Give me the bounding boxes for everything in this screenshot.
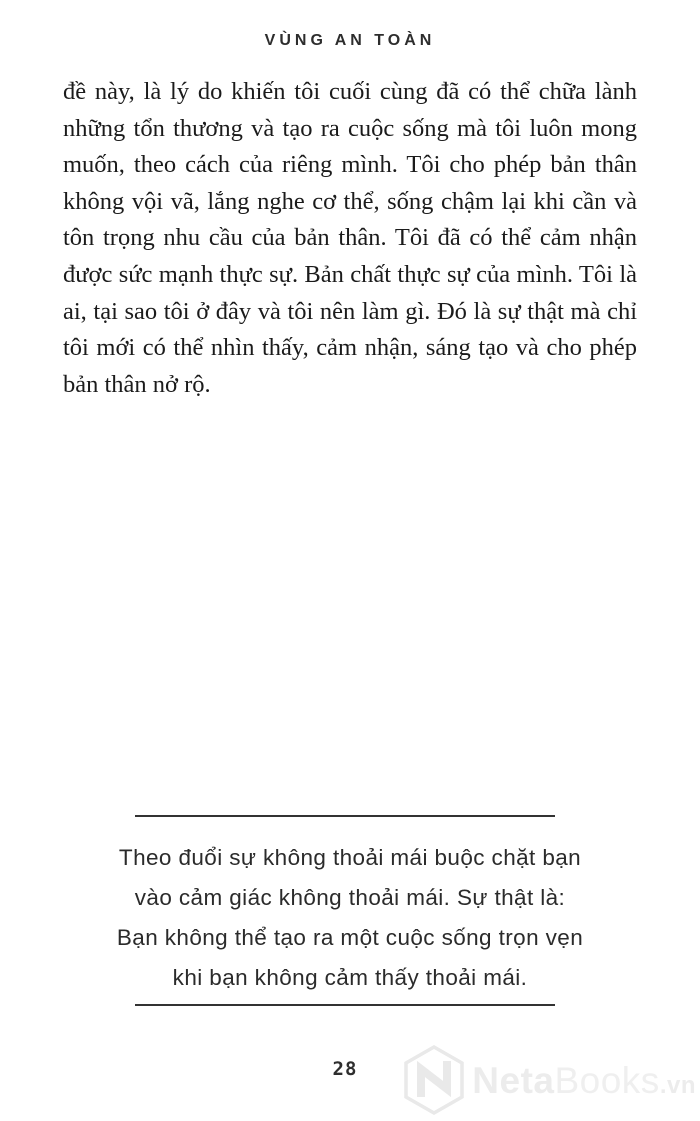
pullquote-line: vào cảm giác không thoải mái. Sự thật là:	[134, 885, 566, 910]
watermark-brand	[472, 1059, 696, 1101]
pullquote-line: khi bạn không cảm thấy thoải mái.	[172, 965, 528, 990]
watermark-neta: Neta	[472, 1059, 555, 1101]
pullquote-line: Theo đuổi sự không thoải mái buộc chặt bạn	[118, 845, 582, 870]
watermark-books: Books	[554, 1059, 660, 1101]
pullquote	[50, 838, 650, 998]
body-paragraph: đề này, là lý do khiến tôi cuối cùng đã có thể chữa lành những tổn thương và tạo ra cuộc sống mà tôi luôn mong muốn, theo cách của riêng mình. Tôi cho phép bản thân không vội vã, lắng nghe cơ thể, sống chậm lại khi cần và tôn trọng nhu cầu của bản thân. Tôi đã có thể cảm nhận được sức mạnh thực sự. Bản chất thực sự của mình. Tôi là ai, tại sao tôi ở đây và tôi nên làm gì. Đó là sự thật mà chỉ tôi mới có thể nhìn thấy, cảm nhận, sáng tạo và cho phép bản thân nở rộ.	[63, 78, 637, 398]
watermark-tld: .vn	[659, 1071, 696, 1099]
running-head-title: VÙNG AN TOÀN	[264, 32, 436, 49]
pullquote-bottom-rule	[135, 1004, 555, 1006]
page-number: 28	[332, 1058, 358, 1080]
pullquote-top-rule	[135, 815, 555, 817]
watermark	[402, 1044, 696, 1116]
pullquote-line: Bạn không thể tạo ra một cuộc sống trọn vẹn	[116, 925, 584, 950]
netabooks-hexagon-n-icon	[402, 1044, 466, 1116]
